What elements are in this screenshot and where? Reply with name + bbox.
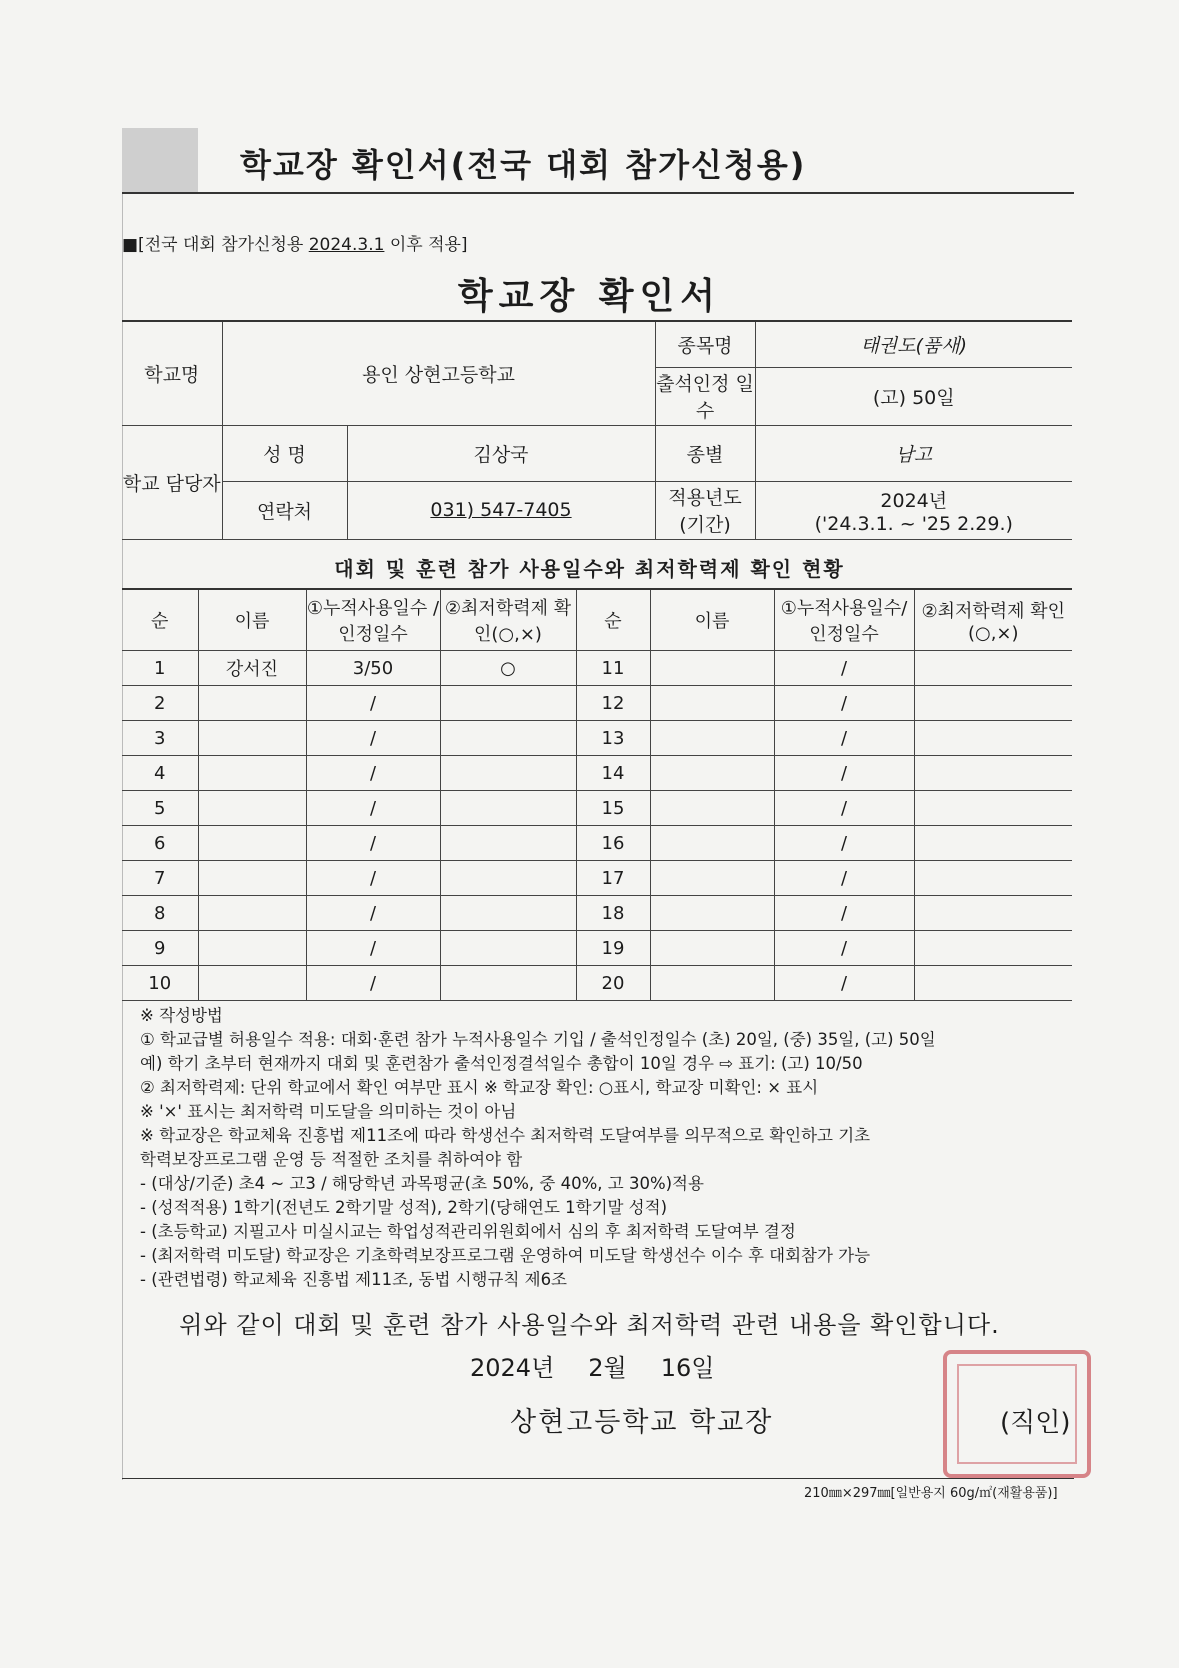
note-line: 예) 학기 초부터 현재까지 대회 및 훈련참가 출석인정결석일수 총합이 10일 경우 ⇨ 표기: (고) 10/50 xyxy=(140,1054,863,1073)
header-name-2: 이름 xyxy=(650,589,774,651)
row-days-2: / xyxy=(774,826,914,861)
row-no: 4 xyxy=(122,756,198,791)
note-line: ※ 학교장은 학교체육 진흥법 제11조에 따라 학생선수 최저학력 도달여부를 의무적으로 확인하고 기초 xyxy=(140,1126,871,1145)
row-name xyxy=(198,826,306,861)
row-check xyxy=(440,721,576,756)
bottom-divider xyxy=(122,1478,1074,1479)
row-days-2: / xyxy=(774,896,914,931)
row-no: 5 xyxy=(122,791,198,826)
row-days-2: / xyxy=(774,756,914,791)
row-no: 8 xyxy=(122,896,198,931)
row-no: 2 xyxy=(122,686,198,721)
header-no: 순 xyxy=(122,589,198,651)
confirm-text: 위와 같이 대회 및 훈련 참가 사용일수와 최저학력 관련 내용을 확인합니다. xyxy=(179,1311,1000,1339)
subnote-suffix: 이후 적용] xyxy=(384,235,468,255)
attendance-value: (고) 50일 xyxy=(755,367,1072,425)
table-row xyxy=(122,651,1072,686)
year-cell xyxy=(755,481,1072,539)
seal-label: (직인) xyxy=(1000,1408,1071,1438)
row-no: 10 xyxy=(122,966,198,1001)
note-line: - (관련법령) 학교체육 진흥법 제11조, 동법 시행규칙 제6조 xyxy=(140,1270,567,1289)
row-no-2: 20 xyxy=(576,966,650,1001)
row-name-2 xyxy=(650,686,774,721)
row-days: / xyxy=(306,791,440,826)
note-line: ① 학교급별 허용일수 적용: 대회·훈련 참가 누적사용일수 기입 / 출석인정일수 (초) 20일, (중) 35일, (고) 50일 xyxy=(140,1030,936,1049)
main-title: 학교장 확인서 xyxy=(457,276,722,317)
school-label: 학교명 xyxy=(122,321,222,425)
date-day: 16일 xyxy=(660,1354,715,1382)
header-check-2: ②최저학력제 확인(○,×) xyxy=(914,589,1072,651)
row-no-2: 16 xyxy=(576,826,650,861)
gender-value: 남고 xyxy=(755,425,1072,481)
event-value: 태권도(품새) xyxy=(755,321,1072,367)
header-title: 학교장 확인서(전국 대회 참가신청용) xyxy=(240,146,807,184)
header-check: ②최저학력제 확인(○,×) xyxy=(440,589,576,651)
row-check xyxy=(440,896,576,931)
row-name-2 xyxy=(650,791,774,826)
row-days: 3/50 xyxy=(306,651,440,686)
row-check-2 xyxy=(914,651,1072,686)
contact-value: 031) 547-7405 xyxy=(430,499,572,521)
row-check xyxy=(440,861,576,896)
contact-cell xyxy=(347,481,655,539)
row-no-2: 12 xyxy=(576,686,650,721)
note-line: ② 최저학력제: 단위 학교에서 확인 여부만 표시 ※ 학교장 확인: ○표시, 학교장 미확인: × 표시 xyxy=(140,1078,819,1097)
row-name xyxy=(198,791,306,826)
name-label: 성 명 xyxy=(222,425,347,481)
row-days: / xyxy=(306,686,440,721)
subnote xyxy=(122,230,468,255)
row-name: 강서진 xyxy=(198,651,306,686)
section-title: 대회 및 훈련 참가 사용일수와 최저학력제 확인 현황 xyxy=(334,557,845,581)
row-no: 7 xyxy=(122,861,198,896)
row-name xyxy=(198,861,306,896)
row-days: / xyxy=(306,721,440,756)
row-name xyxy=(198,931,306,966)
note-line: - (초등학교) 지필고사 미실시교는 학업성적관리위원회에서 심의 후 최저학력 도달여부 결정 xyxy=(140,1222,796,1241)
table-row xyxy=(122,896,1072,931)
row-days-2: / xyxy=(774,861,914,896)
table-row xyxy=(122,756,1072,791)
row-days: / xyxy=(306,966,440,1001)
year-period: ('24.3.1. ~ '25 2.29.) xyxy=(814,512,1013,535)
row-name-2 xyxy=(650,651,774,686)
row-name xyxy=(198,686,306,721)
issue-date xyxy=(470,1348,748,1383)
row-name-2 xyxy=(650,826,774,861)
row-no-2: 11 xyxy=(576,651,650,686)
note-line: 학력보장프로그램 운영 등 적절한 조치를 취하여야 함 xyxy=(140,1150,523,1169)
name-value: 김상국 xyxy=(347,425,655,481)
row-no-2: 13 xyxy=(576,721,650,756)
contact-label: 연락처 xyxy=(222,481,347,539)
attendance-label: 출석인정 일수 xyxy=(655,367,755,425)
row-name-2 xyxy=(650,756,774,791)
row-check xyxy=(440,756,576,791)
row-days: / xyxy=(306,756,440,791)
row-check xyxy=(440,826,576,861)
row-days-2: / xyxy=(774,791,914,826)
row-check-2 xyxy=(914,826,1072,861)
row-days: / xyxy=(306,931,440,966)
row-check-2 xyxy=(914,791,1072,826)
row-check-2 xyxy=(914,966,1072,1001)
row-no: 3 xyxy=(122,721,198,756)
row-check-2 xyxy=(914,721,1072,756)
principal-name: 상현고등학교 학교장 xyxy=(510,1407,774,1438)
note-line: - (성적적용) 1학기(전년도 2학기말 성적), 2학기(당해연도 1학기말 성적) xyxy=(140,1198,668,1217)
row-check: ○ xyxy=(440,651,576,686)
header-name: 이름 xyxy=(198,589,306,651)
row-name-2 xyxy=(650,896,774,931)
row-no-2: 17 xyxy=(576,861,650,896)
header-days: ①누적사용일수 /인정일수 xyxy=(306,589,440,651)
row-check xyxy=(440,686,576,721)
paper-spec: 210㎜×297㎜[일반용지 60g/㎡(재활용품)] xyxy=(804,1486,1058,1501)
school-value: 용인 상현고등학교 xyxy=(222,321,655,425)
row-days-2: / xyxy=(774,686,914,721)
row-check xyxy=(440,791,576,826)
table-row xyxy=(122,826,1072,861)
event-label: 종목명 xyxy=(655,321,755,367)
row-check xyxy=(440,966,576,1001)
row-days: / xyxy=(306,896,440,931)
row-check-2 xyxy=(914,896,1072,931)
gender-label: 종별 xyxy=(655,425,755,481)
row-days-2: / xyxy=(774,721,914,756)
note-line: - (최저학력 미도달) 학교장은 기초학력보장프로그램 운영하여 미도달 학생선수 이수 후 대회참가 가능 xyxy=(140,1246,871,1265)
row-days-2: / xyxy=(774,931,914,966)
table-row xyxy=(122,791,1072,826)
row-no: 9 xyxy=(122,931,198,966)
subnote-date: 2024.3.1 xyxy=(308,235,385,255)
row-days-2: / xyxy=(774,651,914,686)
row-no-2: 14 xyxy=(576,756,650,791)
row-name-2 xyxy=(650,966,774,1001)
row-check-2 xyxy=(914,756,1072,791)
row-no-2: 19 xyxy=(576,931,650,966)
row-check-2 xyxy=(914,861,1072,896)
table-header-row xyxy=(122,589,1072,651)
row-name xyxy=(198,896,306,931)
info-table xyxy=(122,320,1072,540)
row-days: / xyxy=(306,826,440,861)
row-name-2 xyxy=(650,931,774,966)
row-check-2 xyxy=(914,686,1072,721)
row-check xyxy=(440,931,576,966)
row-name-2 xyxy=(650,721,774,756)
header-no-2: 순 xyxy=(576,589,650,651)
table-row xyxy=(122,931,1072,966)
table-row xyxy=(122,861,1072,896)
row-no: 1 xyxy=(122,651,198,686)
row-days: / xyxy=(306,861,440,896)
row-no-2: 15 xyxy=(576,791,650,826)
note-line: ※ '×' 표시는 최저학력 미도달을 의미하는 것이 아님 xyxy=(140,1102,517,1121)
header-days-2: ①누적사용일수/ 인정일수 xyxy=(774,589,914,651)
table-row xyxy=(122,686,1072,721)
row-name xyxy=(198,756,306,791)
date-year: 2024년 xyxy=(470,1354,555,1382)
row-days-2: / xyxy=(774,966,914,1001)
row-name xyxy=(198,721,306,756)
date-month: 2월 xyxy=(588,1354,627,1382)
row-name-2 xyxy=(650,861,774,896)
year-label: 적용년도 (기간) xyxy=(655,481,755,539)
note-line: ※ 작성방법 xyxy=(140,1006,223,1025)
year-value: 2024년 xyxy=(880,489,948,512)
row-no-2: 18 xyxy=(576,896,650,931)
table-row xyxy=(122,966,1072,1001)
row-check-2 xyxy=(914,931,1072,966)
notes-section xyxy=(140,1004,1100,1292)
table-row xyxy=(122,721,1072,756)
row-name xyxy=(198,966,306,1001)
manager-label: 학교 담당자 xyxy=(122,425,222,539)
row-no: 6 xyxy=(122,826,198,861)
status-table xyxy=(122,588,1072,1001)
note-line: - (대상/기준) 초4 ~ 고3 / 해당학년 과목평균(초 50%, 중 40%, 고 30%)적용 xyxy=(140,1174,704,1193)
subnote-prefix: ■[전국 대회 참가신청용 xyxy=(122,235,309,255)
